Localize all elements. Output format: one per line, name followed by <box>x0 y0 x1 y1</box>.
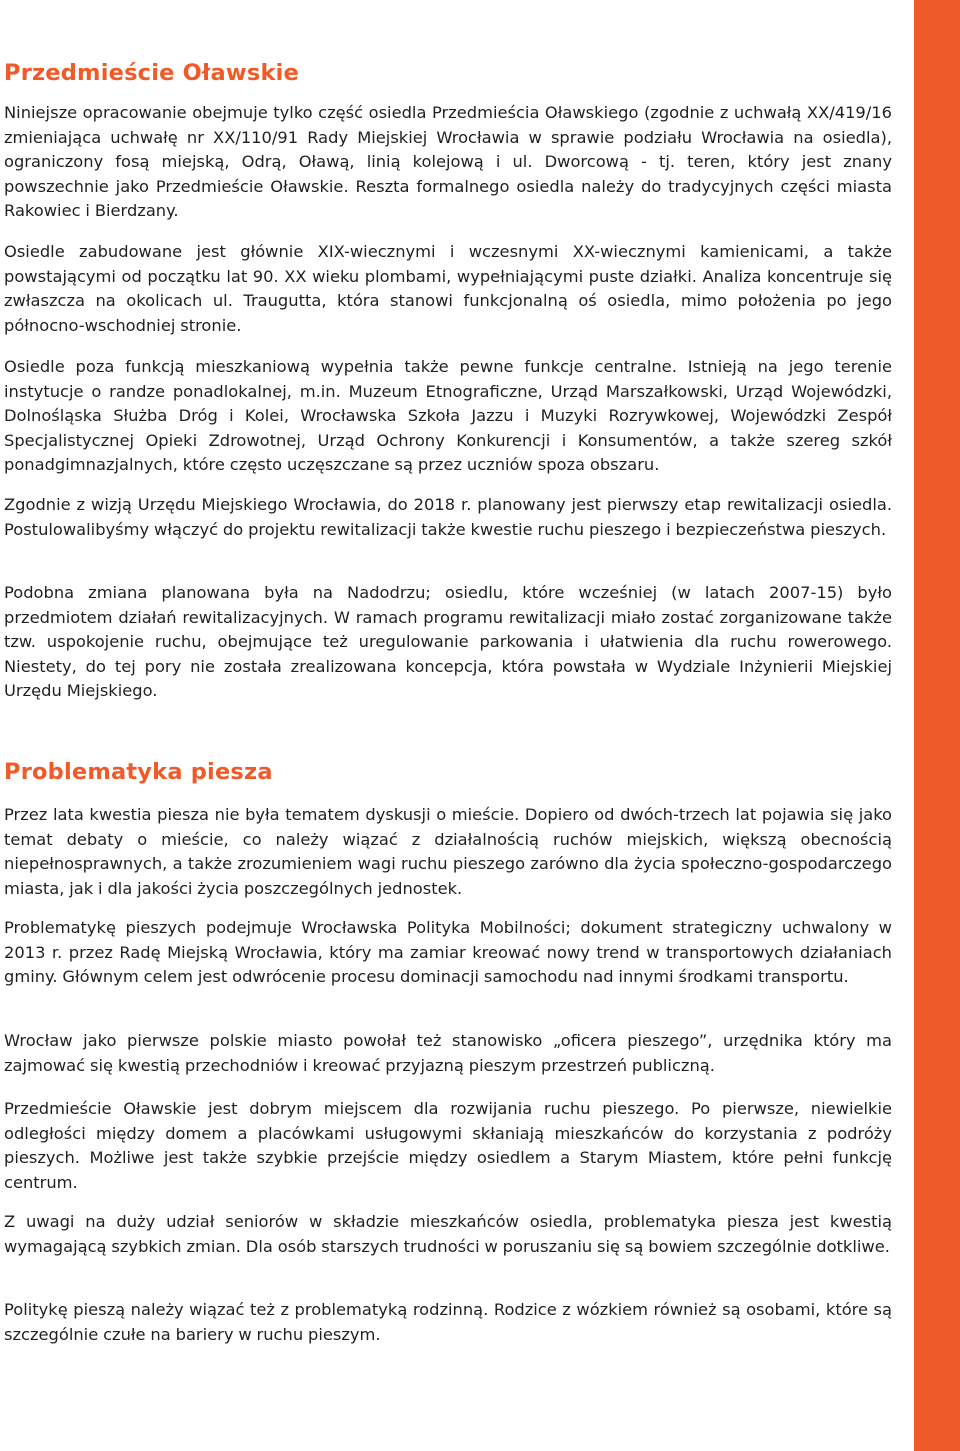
section-title-problematyka: Problematyka piesza <box>4 759 273 785</box>
paragraph: Wrocław jako pierwsze polskie miasto powołał też stanowisko „oficera pieszego”, urzędnika który ma zajmować się kwestią przechodniów i kreować przyjazną pieszym przestrzeń publiczną. <box>4 1031 892 1075</box>
paragraph: Osiedle zabudowane jest głównie XIX-wiecznymi i wczesnymi XX-wiecznymi kamienicami, a także powstającymi od początku lat 90. XX wieku plombami, wypełniającymi puste działki. Analiza koncentruje się zwłaszcza na okolicach ul. Traugutta, która stanowi funkcjonalną oś osiedla, mimo położenia po jego północno-wschodniej stronie. <box>4 242 892 335</box>
paragraph: Niniejsze opracowanie obejmuje tylko część osiedla Przedmieścia Oławskiego (zgodnie z uchwałą XX/419/16 zmieniająca uchwałę nr XX/110/91 Rady Miejskiej Wrocławia w sprawie podziału Wrocławia na osiedla), ograniczony fosą miejską, Odrą, Oławą, linią kolejową i ul. Dworcową - tj. teren, który jest znany powszechnie jako Przedmieście Oławskie. Reszta formalnego osiedla należy do tradycyjnych części miasta Rakowiec i Bierdzany. <box>4 103 892 221</box>
paragraph: Przedmieście Oławskie jest dobrym miejscem dla rozwijania ruchu pieszego. Po pierwsze, niewielkie odległości między domem a placówkami usługowymi skłaniają mieszkańców do korzystania z podróży pieszych. Możliwe jest także szybkie przejście między osiedlem a Starym Miastem, które pełni funkcję centrum. <box>4 1099 892 1192</box>
paragraph: Z uwagi na duży udział seniorów w składzie mieszkańców osiedla, problematyka piesza jest kwestią wymagającą szybkich zmian. Dla osób starszych trudności w poruszaniu się są bowiem szczególnie dotkliwe. <box>4 1212 892 1256</box>
paragraph: Osiedle poza funkcją mieszkaniową wypełnia także pewne funkcje centralne. Istnieją na jego terenie instytucje o randze ponadlokalnej, m.in. Muzeum Etnograficzne, Urząd Marszałkowski, Urząd Wojewódzki, Dolnośląska Służba Dróg i Kolei, Wrocławska Szkoła Jazzu i Muzyki Rozrywkowej, Wojewódzki Zespół Specjalistycznej Opieki Zdrowotnej, Urząd Ochrony Konkurencji i Konsumentów, a także szereg szkół ponadgimnazjalnych, które często uczęszczane są przez uczniów spoza obszaru. <box>4 357 892 475</box>
paragraph: Problematykę pieszych podejmuje Wrocławska Polityka Mobilności; dokument strategiczny uchwalony w 2013 r. przez Radę Miejską Wrocławia, który ma zamiar kreować nowy trend w transportowych działaniach gminy. Głównym celem jest odwrócenie procesu dominacji samochodu nad innymi środkami transportu. <box>4 918 892 987</box>
orange-side-bar <box>914 0 960 1451</box>
paragraph: Podobna zmiana planowana była na Nadodrzu; osiedlu, które wcześniej (w latach 2007-15) było przedmiotem działań rewitalizacyjnych. W ramach programu rewitalizacji miało zostać zorganizowane także tzw. uspokojenie ruchu, obejmujące też uregulowanie parkowania i ułatwienia dla ruchu rowerowego. Niestety, do tej pory nie została zrealizowana koncepcja, która powstała w Wydziale Inżynierii Miejskiej Urzędu Miejskiego. <box>4 583 892 701</box>
paragraph: Przez lata kwestia piesza nie była tematem dyskusji o mieście. Dopiero od dwóch-trzech lat pojawia się jako temat debaty o mieście, co należy wiązać z działalnością ruchów miejskich, większą obecnością niepełnosprawnych, a także zrozumieniem wagi ruchu pieszego zarówno dla życia społeczno-gospodarczego miasta, jak i dla jakości życia poszczególnych jednostek. <box>4 805 892 898</box>
section-title-przedmiescie: Przedmieście Oławskie <box>4 60 299 86</box>
paragraph: Politykę pieszą należy wiązać też z problematyką rodzinną. Rodzice z wózkiem również są osobami, które są szczególnie czułe na bariery w ruchu pieszym. <box>4 1300 892 1344</box>
paragraph: Zgodnie z wizją Urzędu Miejskiego Wrocławia, do 2018 r. planowany jest pierwszy etap rewitalizacji osiedla. Postulowalibyśmy włączyć do projektu rewitalizacji także kwestie ruchu pieszego i bezpieczeństwa pieszych. <box>4 495 892 539</box>
